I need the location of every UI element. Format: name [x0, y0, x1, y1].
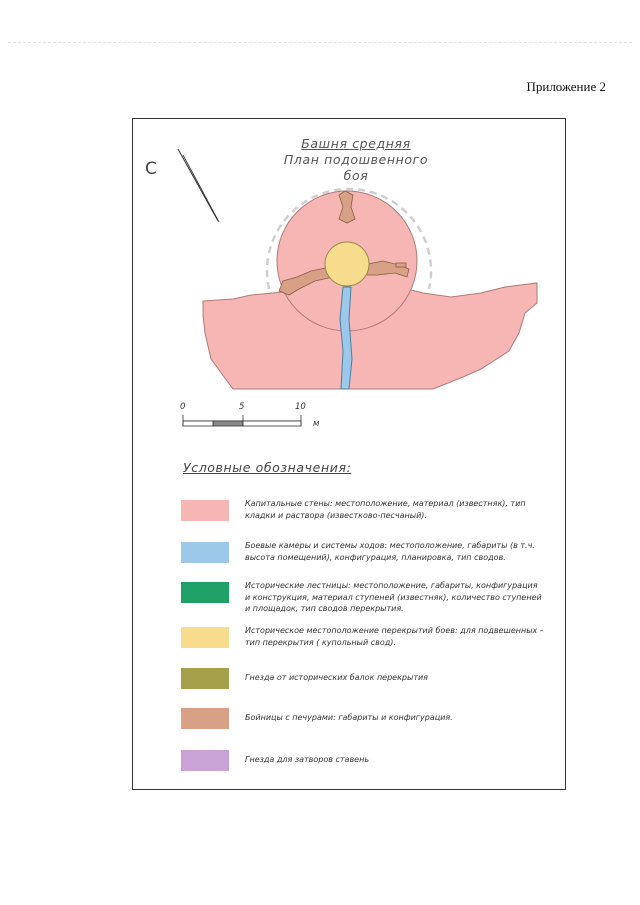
- scale-tick-10: 10: [295, 402, 306, 412]
- scale-unit: м: [313, 419, 320, 429]
- top-dashed-rule: [8, 42, 632, 43]
- plan-subtitle: План подошвенного боя: [283, 152, 429, 183]
- vault-circle: [325, 242, 369, 286]
- plan-title: Башня средняя: [301, 136, 411, 151]
- legend-item-chambers: [181, 542, 551, 572]
- legend-text-shutter-sockets: Гнезда для затворов ставень: [245, 755, 370, 764]
- legend-swatch-walls: [181, 500, 229, 521]
- legend-item-beam-sockets: [181, 668, 551, 698]
- scale-tick-5: 5: [239, 402, 245, 412]
- legend-item-stairs: [181, 582, 551, 612]
- legend-text-walls: Капитальные стены: местоположение, материал (известняк), тип кладки и раствора (известково-песчаный).: [245, 499, 526, 520]
- legend-item-shutter-sockets: [181, 750, 551, 780]
- legend-swatch-shutter-sockets: [181, 750, 229, 771]
- north-arrow-icon: [178, 149, 219, 222]
- legend-text-beam-sockets: Гнезда от исторических балок перекрытия: [245, 673, 428, 682]
- legend-text-stairs: Исторические лестницы: местоположение, габариты, конфигурация и конструкция, материал ступеней (известняк), количество ступеней и площадок, тип сводов перекрытия.: [245, 581, 542, 613]
- legend-text-vault: Историческое местоположение перекрытий боев: для подвешенных – тип перекрытия ( купольный свод).: [245, 626, 544, 647]
- drawing-frame: [132, 118, 566, 790]
- legend-text-loopholes: Бойницы с печурами: габариты и конфигурация.: [245, 713, 453, 722]
- legend-heading: Условные обозначения:: [183, 460, 352, 475]
- legend-item-loopholes: [181, 708, 551, 738]
- appendix-label: Приложение 2: [526, 79, 606, 94]
- north-symbol: С: [145, 159, 157, 179]
- chamber-passage: [340, 287, 352, 389]
- legend-text-chambers: Боевые камеры и системы ходов: местоположение, габариты (в т.ч. высота помещений), конфигурация, планировка, тип сводов.: [245, 541, 535, 562]
- plan-title-block: [271, 136, 441, 184]
- scale-tick-0: 0: [180, 402, 186, 412]
- legend-swatch-stairs: [181, 582, 229, 603]
- legend-swatch-beam-sockets: [181, 668, 229, 689]
- legend-item-vault: [181, 627, 551, 657]
- legend-swatch-chambers: [181, 542, 229, 563]
- scale-bar: [183, 415, 301, 426]
- legend-swatch-loopholes: [181, 708, 229, 729]
- legend-swatch-vault: [181, 627, 229, 648]
- legend-item-walls: [181, 500, 551, 530]
